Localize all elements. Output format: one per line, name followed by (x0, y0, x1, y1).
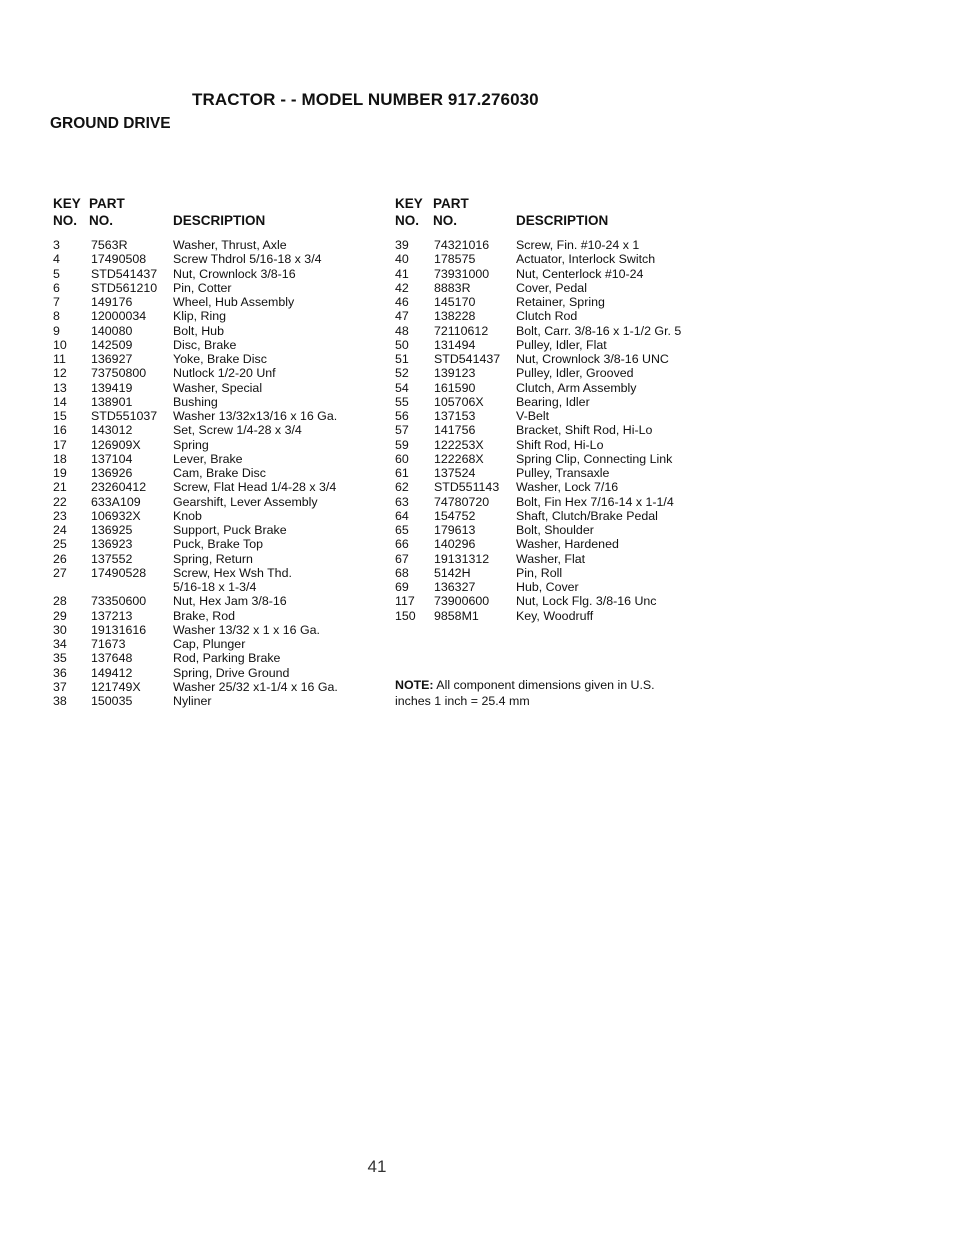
part-number: 7563R (91, 238, 128, 252)
part-description: Knob (173, 508, 202, 523)
part-description: 5/16-18 x 1-3/4 (173, 580, 257, 594)
part-number: 5142H (434, 565, 471, 580)
part-description: Disc, Brake (173, 337, 237, 352)
part-description: Rod, Parking Brake (173, 651, 281, 666)
part-number: 73350600 (91, 594, 147, 609)
part-number: 633A109 (91, 494, 141, 509)
part-description: Cover, Pedal (516, 280, 587, 295)
key-number: 48 (395, 323, 409, 338)
part-description: Nut, Centerlock #10-24 (516, 266, 644, 281)
key-number: 30 (53, 622, 67, 637)
part-number: 71673 (91, 637, 126, 651)
note-text-line1: All component dimensions given in U.S. (433, 678, 655, 692)
part-description: Key, Woodruff (516, 608, 594, 623)
note-label: NOTE: (395, 678, 434, 692)
part-description: Nut, Hex Jam 3/8-16 (173, 594, 287, 609)
part-description: Bearing, Idler (516, 394, 590, 409)
part-description: Pulley, Idler, Flat (516, 337, 607, 352)
key-number: 61 (395, 466, 409, 480)
description-header: DESCRIPTION (516, 213, 609, 228)
part-number: 142509 (91, 337, 133, 352)
part-number: 136925 (91, 523, 133, 537)
key-number: 57 (395, 423, 409, 438)
part-number: 137648 (91, 651, 133, 666)
key-number: 23 (53, 508, 67, 523)
page-number: 41 (367, 1157, 387, 1176)
part-description: Screw Thdrol 5/16-18 x 3/4 (173, 252, 322, 267)
key-number: 50 (395, 337, 409, 352)
part-number: STD561210 (91, 280, 158, 295)
part-description: Spring, Drive Ground (173, 665, 290, 680)
part-number: 17490508 (91, 252, 147, 267)
key-number: 42 (395, 280, 409, 295)
part-description: Bolt, Carr. 3/8-16 x 1-1/2 Gr. 5 (516, 323, 682, 338)
part-description: Nyliner (173, 694, 212, 708)
key-number: 24 (53, 523, 67, 537)
key-number: 17 (53, 437, 67, 452)
key-number: 67 (395, 551, 409, 566)
part-description: Washer 13/32x13/16 x 16 Ga. (173, 409, 338, 423)
key-number: 62 (395, 480, 409, 495)
part-number: 136927 (91, 352, 133, 366)
part-description: Spring Clip, Connecting Link (516, 451, 673, 466)
part-description: V-Belt (516, 409, 550, 423)
part-description: Spring, Return (173, 551, 253, 566)
key-number: 6 (53, 280, 60, 295)
part-header-no: NO. (89, 213, 114, 228)
part-number: STD541437 (434, 352, 501, 366)
key-header: KEY (395, 196, 423, 211)
part-number: 137552 (91, 551, 133, 566)
key-number: 41 (395, 266, 409, 281)
part-description: Bushing (173, 394, 218, 409)
part-description: Yoke, Brake Disc (173, 352, 267, 366)
part-description: Actuator, Interlock Switch (516, 252, 656, 267)
key-number: 46 (395, 295, 409, 309)
part-number: 137153 (434, 409, 476, 423)
key-number: 55 (395, 394, 409, 409)
key-number: 54 (395, 380, 409, 395)
part-description: Bracket, Shift Rod, Hi-Lo (516, 423, 653, 438)
key-number: 60 (395, 451, 409, 466)
part-description: Gearshift, Lever Assembly (173, 494, 318, 509)
part-number: 154752 (434, 508, 476, 523)
part-number: 106932X (91, 508, 141, 523)
key-number: 63 (395, 494, 409, 509)
part-number: STD541437 (91, 266, 158, 281)
key-number: 5 (53, 266, 60, 281)
part-description: Shaft, Clutch/Brake Pedal (516, 508, 658, 523)
part-number: 19131312 (434, 551, 490, 566)
key-number: 19 (53, 466, 67, 480)
key-number: 3 (53, 238, 60, 252)
key-number: 47 (395, 309, 409, 324)
part-description: Pulley, Idler, Grooved (516, 366, 634, 381)
part-description: Screw, Fin. #10-24 x 1 (516, 238, 640, 252)
key-number: 11 (53, 352, 66, 366)
key-number: 59 (395, 437, 409, 452)
part-number: 12000034 (91, 309, 147, 324)
key-number: 18 (53, 451, 67, 466)
key-number: 37 (53, 679, 67, 694)
part-number: 136926 (91, 466, 133, 480)
part-description: Screw, Flat Head 1/4-28 x 3/4 (173, 480, 337, 495)
part-description: Nutlock 1/2-20 Unf (173, 366, 276, 381)
dimension-note (395, 677, 695, 709)
part-description: Washer, Flat (516, 551, 586, 566)
part-number: 143012 (91, 423, 133, 438)
key-number: 14 (53, 394, 67, 409)
key-number: 16 (53, 423, 67, 438)
part-description: Bolt, Hub (173, 323, 224, 338)
part-number: 150035 (91, 694, 133, 708)
part-description: Washer, Special (173, 380, 263, 395)
key-number: 36 (53, 665, 67, 680)
part-number: 178575 (434, 252, 476, 267)
part-number: 161590 (434, 380, 476, 395)
description-header: DESCRIPTION (173, 213, 266, 228)
part-description: Set, Screw 1/4-28 x 3/4 (173, 423, 302, 438)
key-number: 35 (53, 651, 67, 666)
key-number: 15 (53, 409, 67, 423)
part-description: Support, Puck Brake (173, 523, 287, 537)
part-number: 8883R (434, 280, 471, 295)
part-description: Nut, Crownlock 3/8-16 UNC (516, 352, 669, 366)
part-description: Bolt, Shoulder (516, 523, 594, 537)
part-description: Washer, Thrust, Axle (173, 238, 287, 252)
key-number: 69 (395, 580, 409, 594)
part-description: Washer, Lock 7/16 (516, 480, 619, 495)
key-number: 25 (53, 537, 67, 552)
part-description: Pin, Cotter (173, 280, 232, 295)
key-number: 64 (395, 508, 409, 523)
key-number: 4 (53, 252, 60, 267)
part-number: 126909X (91, 437, 141, 452)
part-number: 9858M1 (434, 608, 479, 623)
part-number: 138901 (91, 394, 133, 409)
key-number: 117 (395, 594, 415, 609)
part-number: 74321016 (434, 238, 490, 252)
key-header: KEY (53, 196, 81, 211)
part-number: 74780720 (434, 494, 490, 509)
part-number: 23260412 (91, 480, 147, 495)
part-description: Nut, Crownlock 3/8-16 (173, 266, 296, 281)
key-number: 52 (395, 366, 409, 381)
part-number: 105706X (434, 394, 484, 409)
part-number: 73900600 (434, 594, 490, 609)
key-number: 22 (53, 494, 67, 509)
key-number: 40 (395, 252, 409, 267)
key-number: 10 (53, 337, 67, 352)
part-number: STD551037 (91, 409, 158, 423)
part-header-no: NO. (433, 213, 458, 228)
part-description: Klip, Ring (173, 309, 227, 324)
key-header-no: NO. (53, 213, 78, 228)
key-number: 34 (53, 637, 67, 651)
part-description: Clutch, Arm Assembly (516, 380, 637, 395)
part-number: 139419 (91, 380, 133, 395)
key-number: 39 (395, 238, 409, 252)
part-number: 72110612 (434, 323, 489, 338)
part-description: Nut, Lock Flg. 3/8-16 Unc (516, 594, 657, 609)
part-description: Cap, Plunger (173, 637, 246, 651)
part-number: 149176 (91, 295, 133, 309)
part-number: 136327 (434, 580, 476, 594)
part-number: STD551143 (434, 480, 500, 495)
key-number: 8 (53, 309, 60, 324)
key-number: 51 (395, 352, 409, 366)
part-description: Screw, Hex Wsh Thd. (173, 565, 292, 580)
part-number: 140080 (91, 323, 133, 338)
part-number: 179613 (434, 523, 476, 537)
part-description: Washer, Hardened (516, 537, 619, 552)
part-number: 145170 (434, 295, 476, 309)
part-description: Pin, Roll (516, 565, 563, 580)
key-number: 65 (395, 523, 409, 537)
key-number: 27 (53, 565, 67, 580)
part-description: Wheel, Hub Assembly (173, 295, 295, 309)
part-number: 17490528 (91, 565, 147, 580)
key-number: 66 (395, 537, 409, 552)
key-number: 7 (53, 295, 60, 309)
part-description: Brake, Rod (173, 608, 235, 623)
key-number: 56 (395, 409, 409, 423)
part-number: 73931000 (434, 266, 490, 281)
part-number: 137524 (434, 466, 476, 480)
part-description: Pulley, Transaxle (516, 466, 610, 480)
part-number: 73750800 (91, 366, 147, 381)
part-number: 149412 (91, 665, 133, 680)
key-header-no: NO. (395, 213, 420, 228)
part-header: PART (89, 196, 125, 211)
part-number: 140296 (434, 537, 476, 552)
key-number: 28 (53, 594, 67, 609)
part-number: 141756 (434, 423, 476, 438)
part-description: Cam, Brake Disc (173, 466, 266, 480)
part-number: 19131616 (91, 622, 147, 637)
part-description: Spring (173, 437, 209, 452)
key-number: 13 (53, 380, 67, 395)
part-description: Bolt, Fin Hex 7/16-14 x 1-1/4 (516, 494, 674, 509)
part-description: Retainer, Spring (516, 295, 605, 309)
key-number: 68 (395, 565, 409, 580)
part-description: Washer 13/32 x 1 x 16 Ga. (173, 622, 320, 637)
part-description: Washer 25/32 x1-1/4 x 16 Ga. (173, 679, 338, 694)
part-number: 121749X (91, 679, 141, 694)
part-number: 122268X (434, 451, 484, 466)
part-description: Hub, Cover (516, 580, 579, 594)
part-number: 137213 (91, 608, 133, 623)
part-number: 131494 (434, 337, 476, 352)
part-number: 122253X (434, 437, 484, 452)
key-number: 29 (53, 608, 67, 623)
part-description: Shift Rod, Hi-Lo (516, 437, 604, 452)
part-header: PART (433, 196, 469, 211)
part-description: Clutch Rod (516, 309, 578, 324)
part-number: 137104 (91, 451, 133, 466)
section-heading: GROUND DRIVE (50, 115, 171, 132)
key-number: 21 (53, 480, 67, 495)
part-number: 138228 (434, 309, 476, 324)
key-number: 9 (53, 323, 60, 338)
part-number: 136923 (91, 537, 133, 552)
key-number: 38 (53, 694, 67, 708)
note-text-line2: inches 1 inch = 25.4 mm (395, 694, 530, 708)
part-number: 139123 (434, 366, 476, 381)
key-number: 150 (395, 608, 416, 623)
page-title: TRACTOR - - MODEL NUMBER 917.276030 (192, 90, 539, 109)
key-number: 12 (53, 366, 67, 381)
key-number: 26 (53, 551, 67, 566)
part-description: Lever, Brake (173, 451, 243, 466)
part-description: Puck, Brake Top (173, 537, 263, 552)
